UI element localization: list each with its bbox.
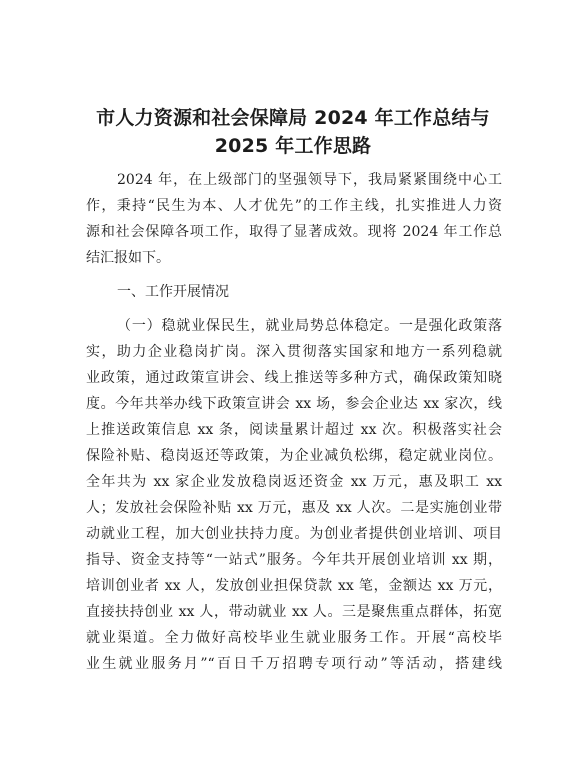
intro-paragraph-line: 作，秉持“民生为本、人才优先”的工作主线，扎实推进人力资	[86, 198, 502, 214]
body-paragraph-line: 业政策，通过政策宣讲会、线上推送等多种方式，确保政策知晓	[86, 370, 502, 386]
body-paragraph-line: 培训创业者 xx 人，发放创业担保贷款 xx 笔，金额达 xx 万元，	[86, 578, 502, 594]
body-paragraph-line: 业生就业服务月”“百日千万招聘专项行动”等活动，搭建线	[86, 656, 502, 672]
body-paragraph-line: 度。今年共举办线下政策宣讲会 xx 场，参会企业达 xx 家次，线	[86, 396, 502, 412]
body-paragraph-line: 全年共为 xx 家企业发放稳岗返还资金 xx 万元，惠及职工 xx	[86, 474, 502, 490]
body-paragraph-line: 实，助力企业稳岗扩岗。深入贯彻落实国家和地方一系列稳就	[86, 344, 502, 360]
body-paragraph-line: 上推送政策信息 xx 条，阅读量累计超过 xx 次。积极落实社会	[86, 422, 502, 438]
body-paragraph-line: 直接扶持创业 xx 人，带动就业 xx 人。三是聚焦重点群体，拓宽	[86, 604, 502, 620]
intro-paragraph-line: 结汇报如下。	[86, 250, 170, 266]
document-title-line-1: 市人力资源和社会保障局 2024 年工作总结与	[96, 107, 490, 129]
body-paragraph-line: 人；发放社会保险补贴 xx 万元，惠及 xx 人次。二是实施创业带	[86, 500, 502, 516]
section-heading: 一、工作开展情况	[117, 284, 229, 300]
document-title-line-2: 2025 年工作思路	[214, 135, 372, 157]
body-paragraph-line: 指导、资金支持等“一站式”服务。今年共开展创业培训 xx 期，	[86, 552, 502, 568]
body-paragraph-line: 就业渠道。全力做好高校毕业生就业服务工作。开展“高校毕	[86, 630, 502, 646]
intro-paragraph-line: 源和社会保障各项工作，取得了显著成效。现将 2024 年工作总	[86, 224, 502, 240]
body-paragraph-line: 保险补贴、稳岗返还等政策，为企业减负松绑，稳定就业岗位。	[86, 448, 502, 464]
body-paragraph-line: （一）稳就业保民生，就业局势总体稳定。一是强化政策落	[117, 318, 502, 334]
intro-paragraph-line: 2024 年，在上级部门的坚强领导下，我局紧紧围绕中心工	[117, 172, 502, 188]
body-paragraph-line: 动就业工程，加大创业扶持力度。为创业者提供创业培训、项目	[86, 526, 502, 542]
